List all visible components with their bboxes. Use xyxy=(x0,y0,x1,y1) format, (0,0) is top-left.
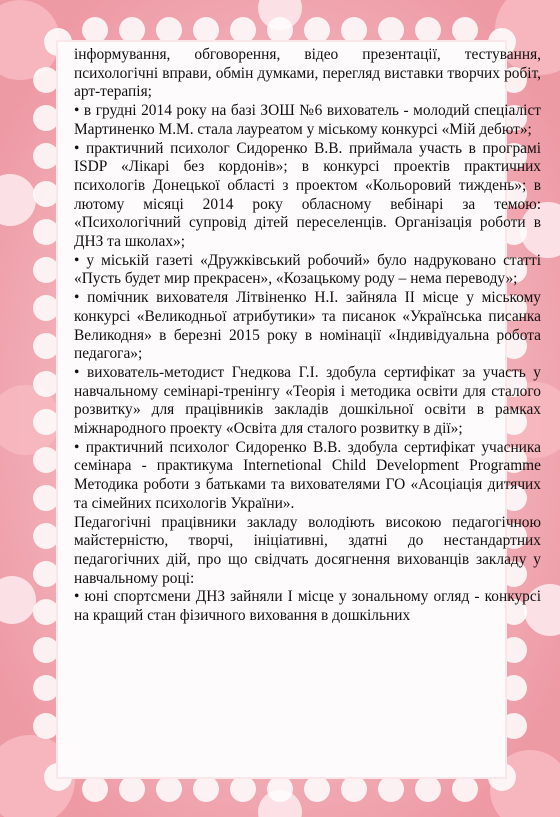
paragraph-8: Педагогічні працівники закладу володіють високою педагогічною майстерністю, творчі, ініціативні, здатні до нестандартних педагогічних дій, про що свідчать досягнення вихованців закладу у навчальному році: xyxy=(74,513,541,587)
document-text xyxy=(74,46,541,626)
paragraph-1: інформування, обговорення, відео презентації, тестування, психологічні вправи, обмін думками, перегляд виставки творчих робіт, арт-терапія; xyxy=(74,46,541,101)
paragraph-6: • вихователь-методист Гнедкова Г.І. здобула сертифікат за участь у навчальному семінарі-тренінгу «Теорія і методика освіти для сталого розвитку» для працівників закладів дошкільної освіти в рамках міжнародного проекту «Освіта для сталого розвитку в дії»; xyxy=(74,363,541,438)
paragraph-3: • практичний психолог Сидоренко В.В. приймала участь в програмі ISDP «Лікарі без кордонів»; в конкурсі проектів практичних психологів Донецької області з проектом «Кольоровий тиждень»; в лютому місяці 2014 року обласному вебінарі за темою: «Психологічний супровід дітей переселенців. Організація роботи в ДНЗ та школах»; xyxy=(74,139,541,251)
paragraph-7: • практичний психолог Сидоренко В.В. здобула сертифікат учасника семінара - практикума Internetional Child Development Programme Методика роботи з батьками та вихователями ГО «Асоціація дитячих та сімейних психологів України». xyxy=(74,438,541,512)
paragraph-2: • в грудні 2014 року на базі ЗОШ №6 вихователь - молодий спеціаліст Мартиненко М.М. стала лауреатом у міському конкурсі «Мій дебют»; xyxy=(74,102,541,138)
paragraph-4: • у міській газеті «Дружківський робочий» було надруковано статті «Пусть будет мир прекрасен», «Козацькому роду – нема переводу»; xyxy=(74,251,541,288)
paragraph-9: • юні спортсмени ДНЗ зайняли І місце у зональному огляд - конкурсі на кращий стан фізичного виховання в дошкільних xyxy=(74,588,541,625)
paragraph-5: • помічник вихователя Літвіненко Н.І. зайняла ІІ місце у міському конкурсі «Великодньої атрибутики» та писанок «Українська писанка Великодня» в березні 2015 року в номінації «Індивідуальна робота педагога»; xyxy=(74,289,541,363)
